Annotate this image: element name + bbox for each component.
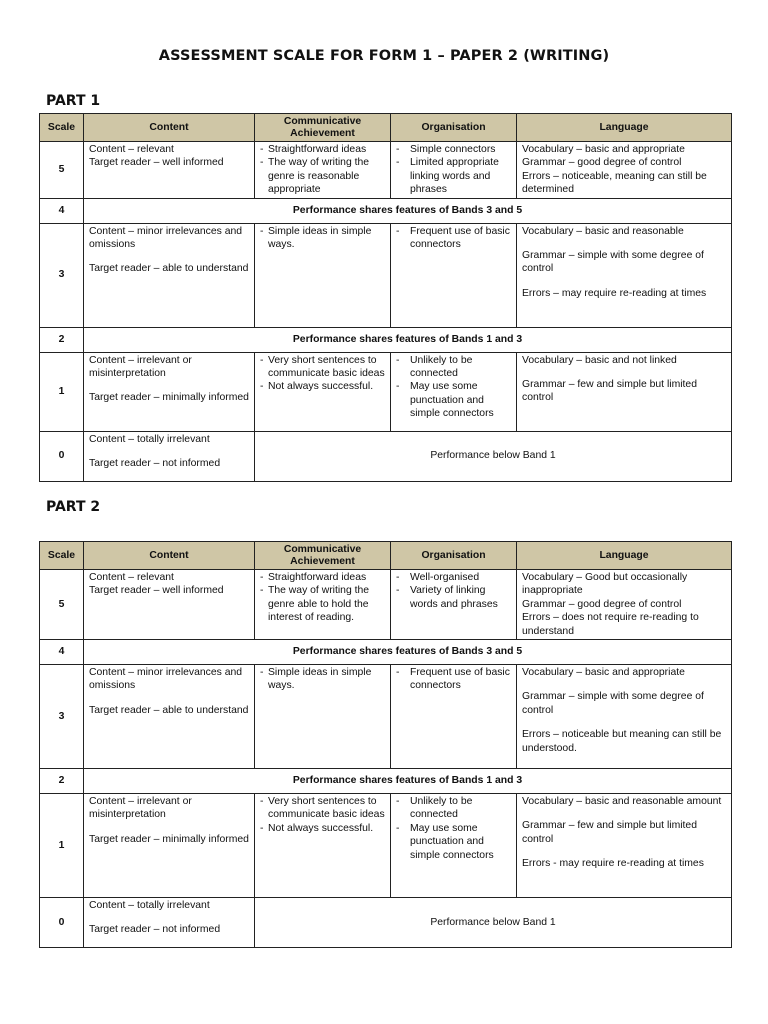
language-cell [517, 223, 732, 327]
content-cell [84, 142, 255, 199]
table-row-band-5 [40, 570, 732, 640]
table-row-band-5 [40, 142, 732, 199]
content-line: Target reader – able to understand [89, 704, 249, 716]
organisation-cell [391, 223, 517, 327]
header-scale: Scale [40, 114, 84, 142]
table-row-band-3 [40, 665, 732, 769]
list-item: - Very short sentences to communicate basic ideas [260, 354, 385, 381]
language-line: Grammar – few and simple but limited control [522, 820, 697, 845]
list-item: - Very short sentences to communicate basic ideas [260, 795, 385, 822]
language-line: Vocabulary – basic and reasonable [522, 225, 684, 237]
list-item: - The way of writing the genre able to hold the interest of reading. [260, 584, 385, 624]
table-header-row [40, 114, 732, 142]
content-line: Content – relevant [89, 572, 174, 583]
scale-value: 1 [40, 794, 84, 898]
language-cell [517, 794, 732, 898]
band-note: Performance shares features of Bands 1 and 3 [84, 769, 732, 794]
list-item: - Variety of linking words and phrases [396, 584, 511, 611]
part-1-heading: PART 1 [46, 93, 101, 109]
content-cell [84, 570, 255, 640]
language-line: Grammar – few and simple but limited control [522, 379, 697, 404]
content-cell [84, 665, 255, 769]
list-item: - Not always successful. [260, 380, 385, 393]
language-line: Errors - may require re-reading at times [522, 858, 704, 870]
content-line: Target reader – able to understand [89, 263, 249, 275]
list-item: - Simple connectors [396, 143, 511, 156]
language-cell [517, 142, 732, 199]
language-line: Vocabulary – basic and appropriate [522, 144, 685, 155]
content-line: Target reader – not informed [89, 924, 221, 936]
list-item: - Simple ideas in simple ways. [260, 666, 385, 693]
list-item: - Simple ideas in simple ways. [260, 225, 385, 252]
list-item: - Unlikely to be connected [396, 795, 511, 822]
content-line: Target reader – minimally informed [89, 392, 249, 404]
document-title: ASSESSMENT SCALE FOR FORM 1 – PAPER 2 (WRITING) [158, 48, 610, 64]
organisation-cell [391, 794, 517, 898]
content-line: Content – minor irrelevances and omissions [89, 667, 243, 692]
part-2-heading: PART 2 [46, 499, 101, 515]
language-line: Grammar – simple with some degree of control [522, 250, 704, 275]
communicative-cell [255, 570, 391, 640]
organisation-cell [391, 570, 517, 640]
table-row-band-4 [40, 640, 732, 665]
header-communicative: Communicative Achievement [255, 114, 391, 142]
band-note: Performance shares features of Bands 1 and 3 [84, 327, 732, 352]
communicative-cell [255, 794, 391, 898]
content-line: Content – relevant [89, 144, 174, 155]
language-line: Grammar – good degree of control [522, 598, 682, 610]
content-cell [84, 898, 255, 948]
organisation-cell [391, 665, 517, 769]
content-line: Content – irrelevant or misinterpretation [89, 796, 192, 821]
band-note: Performance below Band 1 [255, 898, 732, 948]
table-row-band-2 [40, 327, 732, 352]
list-item: - Unlikely to be connected [396, 354, 511, 381]
content-line: Content – minor irrelevances and omissions [89, 225, 243, 251]
language-cell [517, 570, 732, 640]
content-line: Target reader – well informed [89, 157, 224, 169]
header-scale: Scale [40, 542, 84, 570]
header-language: Language [517, 542, 732, 570]
language-line: Grammar – good degree of control [522, 157, 682, 169]
content-cell [84, 352, 255, 431]
header-organisation: Organisation [391, 114, 517, 142]
table-row-band-2 [40, 769, 732, 794]
header-content: Content [84, 114, 255, 142]
scale-value: 0 [40, 431, 84, 481]
list-item: - May use some punctuation and simple connectors [396, 822, 511, 862]
scale-value: 1 [40, 352, 84, 431]
part-2-table [39, 541, 732, 948]
language-line: Errors – noticeable, meaning can still be determined [522, 170, 707, 196]
band-note: Performance shares features of Bands 3 and 5 [84, 198, 732, 223]
table-row-band-0 [40, 431, 732, 481]
table-row-band-3 [40, 223, 732, 327]
header-communicative: Communicative Achievement [255, 542, 391, 570]
table-row-band-1 [40, 794, 732, 898]
organisation-cell [391, 142, 517, 199]
scale-value: 3 [40, 665, 84, 769]
scale-value: 3 [40, 223, 84, 327]
content-cell [84, 431, 255, 481]
table-row-band-4 [40, 198, 732, 223]
content-line: Target reader – minimally informed [89, 833, 249, 845]
scale-value: 5 [40, 142, 84, 199]
list-item: - Straightforward ideas [260, 143, 385, 156]
language-line: Grammar – simple with some degree of control [522, 691, 704, 716]
list-item: - May use some punctuation and simple connectors [396, 380, 511, 420]
list-item: - Straightforward ideas [260, 571, 385, 584]
language-line: Errors – does not require re-reading to understand [522, 612, 699, 637]
list-item: - Frequent use of basic connectors [396, 666, 511, 693]
content-line: Target reader – not informed [89, 458, 221, 470]
language-line: Vocabulary – basic and not linked [522, 354, 677, 366]
communicative-cell [255, 665, 391, 769]
scale-value: 0 [40, 898, 84, 948]
header-content: Content [84, 542, 255, 570]
communicative-cell [255, 142, 391, 199]
content-cell [84, 223, 255, 327]
scale-value: 2 [40, 769, 84, 794]
scale-value: 2 [40, 327, 84, 352]
table-row-band-0 [40, 898, 732, 948]
language-line: Vocabulary – Good but occasionally inappropriate [522, 572, 688, 597]
content-line: Content – totally irrelevant [89, 900, 210, 912]
band-note: Performance shares features of Bands 3 and 5 [84, 640, 732, 665]
language-line: Errors – may require re-reading at times [522, 287, 707, 299]
list-item: - Limited appropriate linking words and phrases [396, 156, 511, 196]
header-organisation: Organisation [391, 542, 517, 570]
list-item: - Not always successful. [260, 822, 385, 835]
content-line: Content – irrelevant or misinterpretation [89, 354, 192, 380]
language-line: Vocabulary – basic and reasonable amount [522, 796, 722, 808]
communicative-cell [255, 352, 391, 431]
list-item: - The way of writing the genre is reasonable appropriate [260, 156, 385, 196]
organisation-cell [391, 352, 517, 431]
language-line: Vocabulary – basic and appropriate [522, 667, 685, 679]
header-language: Language [517, 114, 732, 142]
communicative-cell [255, 223, 391, 327]
scale-value: 4 [40, 640, 84, 665]
table-row-band-1 [40, 352, 732, 431]
scale-value: 5 [40, 570, 84, 640]
scale-value: 4 [40, 198, 84, 223]
content-line: Target reader – well informed [89, 585, 224, 597]
list-item: - Frequent use of basic connectors [396, 225, 511, 252]
part-1-table [39, 113, 732, 482]
list-item: - Well-organised [396, 571, 511, 584]
content-cell [84, 794, 255, 898]
language-line: Errors – noticeable but meaning can still be understood. [522, 729, 722, 754]
band-note: Performance below Band 1 [255, 431, 732, 481]
content-line: Content – totally irrelevant [89, 433, 210, 445]
language-cell [517, 352, 732, 431]
table-header-row [40, 542, 732, 570]
language-cell [517, 665, 732, 769]
